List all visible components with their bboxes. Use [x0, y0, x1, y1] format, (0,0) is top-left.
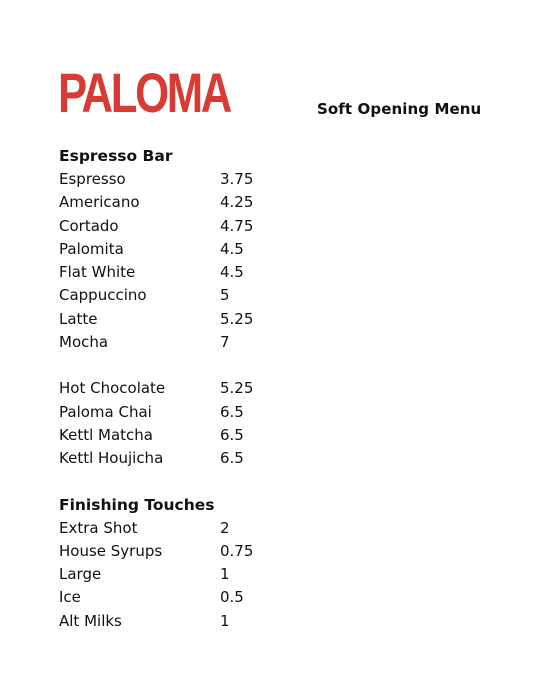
- item-price: 7: [220, 333, 230, 352]
- item-name: Hot Chocolate: [59, 379, 166, 398]
- section-finishing-touches: [59, 494, 459, 633]
- item-name: Cortado: [59, 216, 119, 235]
- menu-item: [59, 424, 459, 447]
- item-price: 6.5: [220, 402, 244, 421]
- paloma-logo: [58, 61, 233, 124]
- item-name: Flat White: [59, 263, 136, 282]
- item-name: Alt Milks: [59, 611, 122, 630]
- item-price: 6.5: [220, 449, 244, 468]
- item-price: 5.25: [220, 379, 254, 398]
- section-spacer: [59, 354, 459, 377]
- menu-item: [59, 331, 459, 354]
- menu-item: [59, 261, 459, 284]
- item-price: 2: [220, 518, 230, 537]
- menu-item: [59, 238, 459, 261]
- item-price: 1: [220, 565, 230, 584]
- item-price: 4.25: [220, 193, 254, 212]
- menu-list: [59, 145, 459, 633]
- item-price: 4.5: [220, 239, 244, 258]
- item-name: Large: [59, 565, 102, 584]
- item-name: Paloma Chai: [59, 402, 152, 421]
- item-name: Cappuccino: [59, 286, 147, 305]
- section-espresso-bar: [59, 145, 459, 354]
- item-price: 0.5: [220, 588, 244, 607]
- menu-item: [59, 308, 459, 331]
- section-spacer: [59, 471, 459, 494]
- menu-item: [59, 401, 459, 424]
- item-name: House Syrups: [59, 541, 163, 560]
- item-price: 5: [220, 286, 230, 305]
- item-price: 3.75: [220, 170, 254, 188]
- menu-item: [59, 284, 459, 307]
- item-price: 4.75: [220, 216, 254, 235]
- section-title: Espresso Bar: [59, 147, 173, 165]
- menu-item: [59, 610, 459, 633]
- logo-text: PALOMA: [58, 61, 230, 124]
- menu-item: [59, 215, 459, 238]
- menu-subtitle: Soft Opening Menu: [317, 100, 482, 118]
- menu-item: [59, 377, 459, 400]
- item-price: 1: [220, 611, 230, 630]
- menu-item: [59, 447, 459, 470]
- menu-item: [59, 586, 459, 609]
- menu-item: [59, 563, 459, 586]
- item-name: Kettl Matcha: [59, 425, 153, 444]
- menu-item: [59, 168, 459, 191]
- item-name: Kettl Houjicha: [59, 449, 164, 468]
- menu-item: [59, 517, 459, 540]
- item-name: Espresso: [59, 170, 126, 188]
- item-price: 4.5: [220, 263, 244, 282]
- menu-item: [59, 540, 459, 563]
- item-name: Palomita: [59, 239, 124, 258]
- section-other-drinks: [59, 377, 459, 470]
- item-name: Mocha: [59, 333, 109, 352]
- item-name: Ice: [59, 588, 81, 607]
- item-name: Latte: [59, 309, 98, 328]
- item-price: 6.5: [220, 425, 244, 444]
- item-price: 0.75: [220, 541, 254, 560]
- item-name: Americano: [59, 193, 140, 212]
- menu-item: [59, 191, 459, 214]
- item-price: 5.25: [220, 309, 254, 328]
- section-title: Finishing Touches: [59, 495, 215, 514]
- item-name: Extra Shot: [59, 518, 138, 537]
